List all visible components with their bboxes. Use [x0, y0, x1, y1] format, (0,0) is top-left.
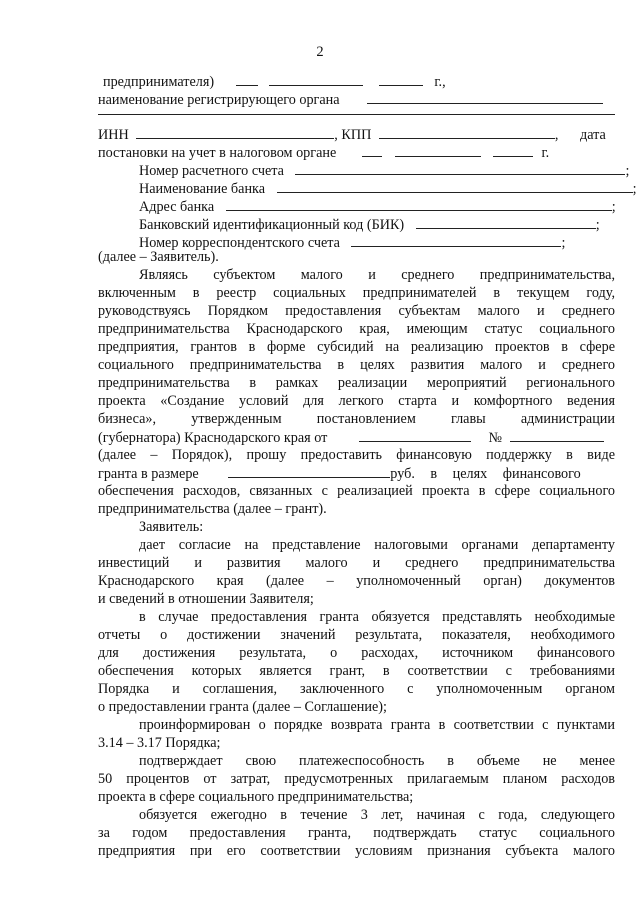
decree-number-field[interactable]: [510, 429, 604, 442]
consent-line-2: инвестиций и развития малого и среднего предпринимательства: [98, 555, 615, 571]
grant-amount-field[interactable]: [228, 465, 390, 478]
informed-line-1: проинформирован о порядке возврата гранта в соответствии с пунктами: [139, 717, 615, 733]
annual-line-1: обязуется ежегодно в течение 3 лет, начиная с года, следующего: [139, 807, 615, 823]
para1-line-1: Являясь субъектом малого и среднего предпринимательства,: [139, 267, 615, 283]
governor-decree-line: (губернатора) Краснодарского края от №: [98, 429, 615, 446]
para1-line-11: (далее – Порядок), прошу предоставить финансовую поддержку в виде: [98, 447, 615, 463]
report-line-5: Порядка и соглашения, заключенного с уполномоченным органом: [98, 681, 615, 697]
account-number-field[interactable]: [295, 162, 625, 175]
para1-line-2: включенным в реестр социальных предпринимателей в текущем году,: [98, 285, 615, 301]
solvency-line-3: проекта в сфере социального предпринимательства;: [98, 789, 414, 805]
account-number-line: Номер расчетного счета ;: [139, 163, 630, 179]
separator-rule: [98, 114, 615, 115]
page-number: 2: [316, 44, 324, 60]
correspondent-account-field[interactable]: [351, 234, 561, 247]
report-line-6: о предоставлении гранта (далее – Соглашение);: [98, 699, 387, 715]
date-year-field[interactable]: [379, 73, 423, 86]
registering-authority-line: наименование регистрирующего органа: [98, 91, 603, 108]
tax-month-field[interactable]: [395, 144, 481, 157]
bank-name-line: Наименование банка ;: [139, 181, 637, 197]
report-line-2: отчеты о достижении значений результата, показателя, необходимого: [98, 627, 615, 643]
bik-field[interactable]: [416, 216, 596, 229]
tax-registration-date-line: постановки на учет в налоговом органе г.: [98, 145, 550, 161]
para1-line-9: бизнеса», утвержденным постановлением главы администрации: [98, 411, 615, 427]
bank-address-line: Адрес банка ;: [139, 199, 616, 215]
date-month-field[interactable]: [269, 73, 363, 86]
para1-line-4: предпринимательства Краснодарского края, имеющим статус социального: [98, 321, 615, 337]
consent-line-3: Краснодарского края (далее – уполномоченный орган) документов: [98, 573, 615, 589]
date-day-field[interactable]: [236, 73, 258, 86]
registering-authority-field[interactable]: [367, 91, 603, 104]
applicant-heading: Заявитель:: [139, 519, 204, 535]
registration-date-line: предпринимателя) г.,: [103, 74, 446, 90]
para1-line-13: обеспечения расходов, связанных с реализацией проекта в сфере социального: [98, 483, 615, 499]
para1-line-5: предприятия, грантов в форме субсидий на реализацию проектов в сфере: [98, 339, 615, 355]
inn-field[interactable]: [136, 126, 334, 139]
correspondent-account-line: Номер корреспондентского счета ;: [139, 235, 566, 251]
tax-year-field[interactable]: [493, 144, 533, 157]
entrepreneur-text: предпринимателя): [103, 74, 215, 90]
report-line-1: в случае предоставления гранта обязуется представлять необходимые: [139, 609, 615, 625]
para1-line-14: предпринимательства (далее – грант).: [98, 501, 327, 517]
tax-day-field[interactable]: [362, 144, 382, 157]
hereinafter-applicant: (далее – Заявитель).: [98, 249, 219, 265]
bank-address-field[interactable]: [226, 198, 612, 211]
consent-line-1: дает согласие на представление налоговыми органами департаменту: [139, 537, 615, 553]
report-line-3: для достижения результата, о расходах, источником финансового: [98, 645, 615, 661]
informed-line-2: 3.14 – 3.17 Порядка;: [98, 735, 221, 751]
annual-line-3: предприятия при его соответствии условиям признания субъекта малого: [98, 843, 615, 859]
para1-line-7: предпринимательства в рамках реализации мероприятий регионального: [98, 375, 615, 391]
grant-amount-line: гранта в размере руб. в целях финансового: [98, 466, 581, 482]
para1-line-8: проекта «Создание условий для легкого старта и комфортного ведения: [98, 393, 615, 409]
consent-line-4: и сведений в отношении Заявителя;: [98, 591, 314, 607]
decree-date-field[interactable]: [359, 429, 471, 442]
annual-line-2: за годом предоставления гранта, подтверждать статус социального: [98, 825, 615, 841]
solvency-line-1: подтверждает свою платежеспособность в объеме не менее: [139, 753, 615, 769]
report-line-4: обеспечения которых является грант, в соответствии с требованиями: [98, 663, 615, 679]
solvency-line-2: 50 процентов от затрат, предусмотренных прилагаемым планом расходов: [98, 771, 615, 787]
bik-line: Банковский идентификационный код (БИК) ;: [139, 217, 600, 233]
para1-line-6: социального предпринимательства в целях развития малого и среднего: [98, 357, 615, 373]
kpp-field[interactable]: [379, 126, 555, 139]
para1-line-3: руководствуясь Порядком предоставления субъектам малого и среднего: [98, 303, 615, 319]
bank-name-field[interactable]: [277, 180, 633, 193]
inn-kpp-line: ИНН , КПП , дата: [98, 127, 606, 143]
